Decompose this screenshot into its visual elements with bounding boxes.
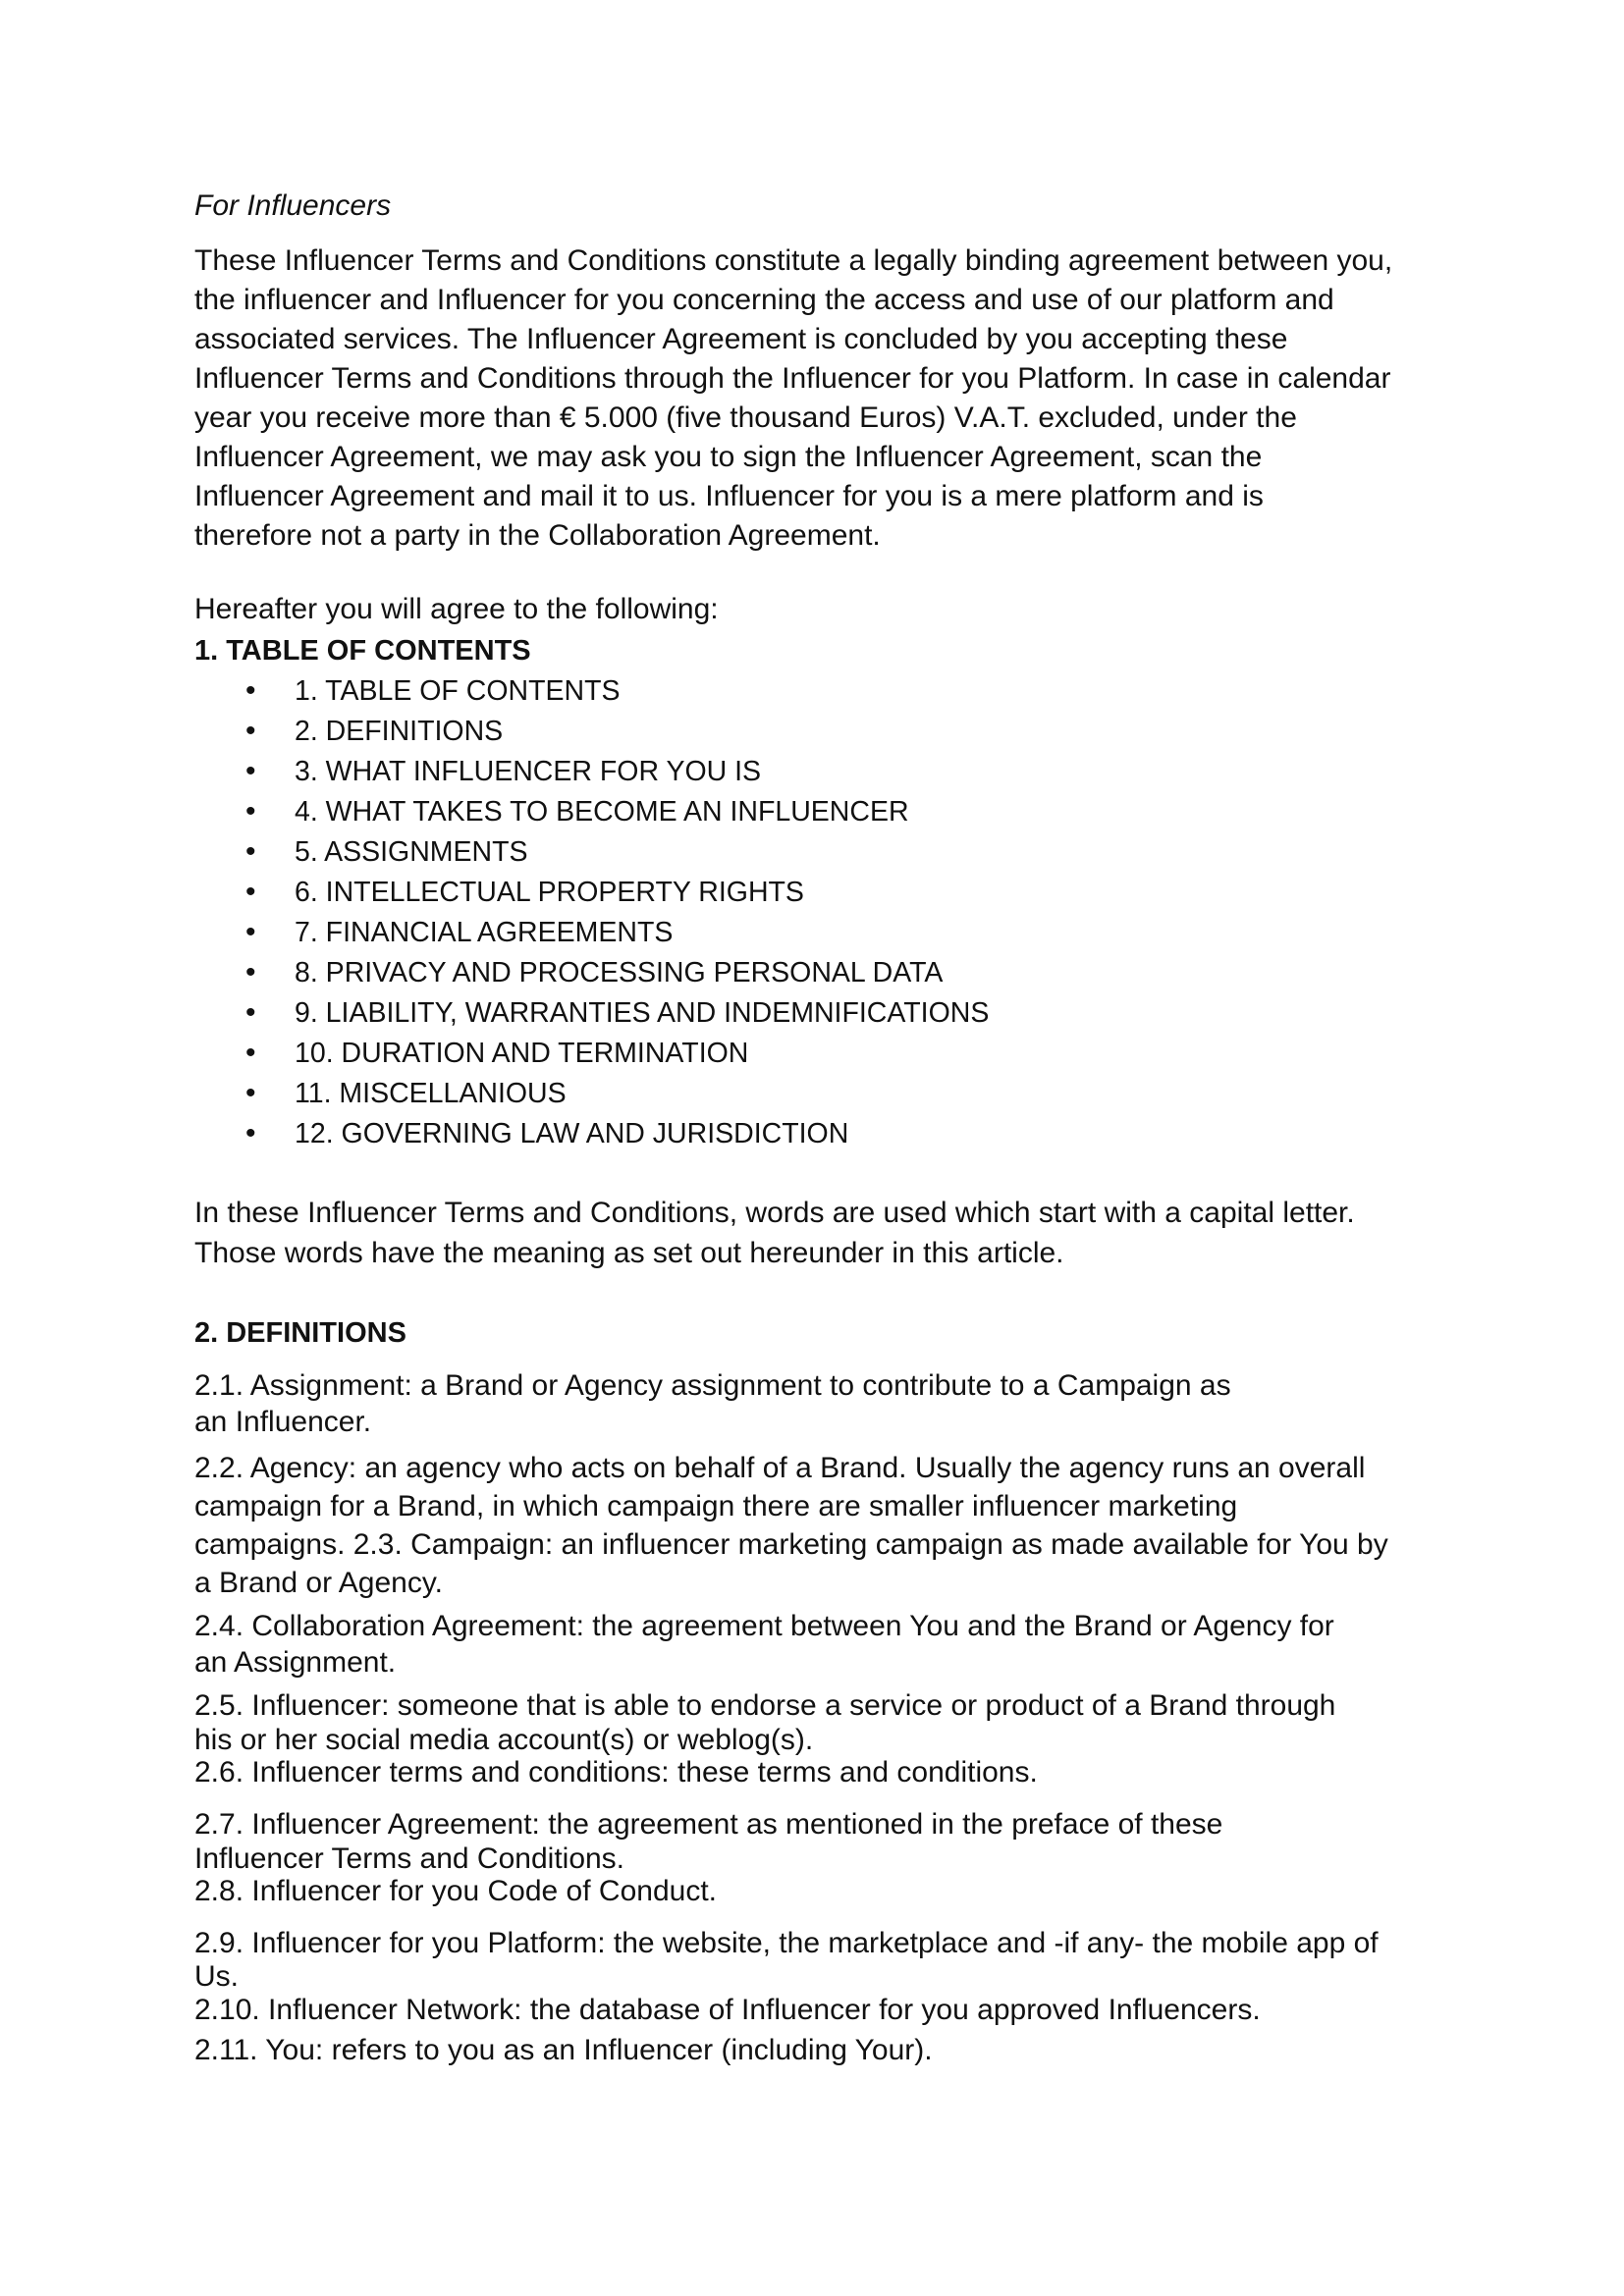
bullet-icon: • — [245, 1037, 256, 1069]
intro-line: Influencer Terms and Conditions through the Influencer for you Platform. In case in calendar — [194, 362, 1391, 395]
definition-line: 2.5. Influencer: someone that is able to endorse a service or product of a Brand through — [194, 1689, 1336, 1722]
toc-item: 10. DURATION AND TERMINATION — [295, 1038, 749, 1069]
definition-line: 2.8. Influencer for you Code of Conduct. — [194, 1875, 717, 1907]
intro-line: Influencer Agreement and mail it to us. Influencer for you is a mere platform and is — [194, 480, 1264, 512]
intro-line: year you receive more than € 5.000 (five thousand Euros) V.A.T. excluded, under the — [194, 401, 1297, 434]
toc-item: 5. ASSIGNMENTS — [295, 836, 528, 868]
toc-item: 3. WHAT INFLUENCER FOR YOU IS — [295, 756, 762, 787]
bullet-icon: • — [245, 876, 256, 908]
toc-item: 1. TABLE OF CONTENTS — [295, 675, 621, 707]
bullet-icon: • — [245, 996, 256, 1029]
toc-item: 7. FINANCIAL AGREEMENTS — [295, 917, 674, 948]
bullet-icon: • — [245, 1117, 256, 1149]
definition-line: 2.10. Influencer Network: the database of Influencer for you approved Influencers. — [194, 1994, 1261, 2026]
definition-line: a Brand or Agency. — [194, 1567, 443, 1599]
definition-line: 2.1. Assignment: a Brand or Agency assignment to contribute to a Campaign as — [194, 1369, 1231, 1402]
bullet-icon: • — [245, 1077, 256, 1109]
intro-line: the influencer and Influencer for you concerning the access and use of our platform and — [194, 284, 1334, 316]
intro-line: associated services. The Influencer Agreement is concluded by you accepting these — [194, 323, 1288, 355]
intro-line: therefore not a party in the Collaboration Agreement. — [194, 519, 881, 552]
bullet-icon: • — [245, 674, 256, 707]
capital-note-line: Those words have the meaning as set out hereunder in this article. — [194, 1237, 1064, 1269]
intro-line: These Influencer Terms and Conditions constitute a legally binding agreement between you, — [194, 244, 1393, 277]
bullet-icon: • — [245, 835, 256, 868]
intro-line: Influencer Agreement, we may ask you to sign the Influencer Agreement, scan the — [194, 441, 1263, 473]
bullet-icon: • — [245, 755, 256, 787]
definition-line: 2.2. Agency: an agency who acts on behalf of a Brand. Usually the agency runs an overall — [194, 1452, 1366, 1484]
definition-line: 2.9. Influencer for you Platform: the website, the marketplace and -if any- the mobile app of — [194, 1927, 1379, 1959]
bullet-icon: • — [245, 715, 256, 747]
definitions-heading: 2. DEFINITIONS — [194, 1317, 406, 1349]
bullet-icon: • — [245, 956, 256, 988]
toc-item: 12. GOVERNING LAW AND JURISDICTION — [295, 1118, 849, 1149]
toc-item: 11. MISCELLANIOUS — [295, 1078, 567, 1109]
definition-line: an Assignment. — [194, 1646, 397, 1679]
capital-note-line: In these Influencer Terms and Conditions, words are used which start with a capital letter. — [194, 1197, 1355, 1229]
definition-line: Influencer Terms and Conditions. — [194, 1842, 625, 1875]
toc-item: 6. INTELLECTUAL PROPERTY RIGHTS — [295, 877, 804, 908]
definition-line: 2.7. Influencer Agreement: the agreement as mentioned in the preface of these — [194, 1808, 1223, 1841]
definition-line: 2.6. Influencer terms and conditions: these terms and conditions. — [194, 1756, 1038, 1789]
definition-line: 2.11. You: refers to you as an Influencer (including Your). — [194, 2034, 933, 2066]
definition-line: campaigns. 2.3. Campaign: an influencer marketing campaign as made available for You by — [194, 1528, 1388, 1561]
bullet-icon: • — [245, 795, 256, 828]
toc-item: 8. PRIVACY AND PROCESSING PERSONAL DATA — [295, 957, 944, 988]
toc-item: 2. DEFINITIONS — [295, 716, 504, 747]
bullet-icon: • — [245, 916, 256, 948]
definition-line: his or her social media account(s) or weblog(s). — [194, 1724, 814, 1756]
agree-line: Hereafter you will agree to the following: — [194, 593, 719, 625]
definition-line: Us. — [194, 1960, 239, 1993]
toc-item: 9. LIABILITY, WARRANTIES AND INDEMNIFICATIONS — [295, 997, 990, 1029]
toc-item: 4. WHAT TAKES TO BECOME AN INFLUENCER — [295, 796, 909, 828]
toc-heading: 1. TABLE OF CONTENTS — [194, 635, 531, 667]
document-subtitle: For Influencers — [194, 189, 392, 222]
definition-line: 2.4. Collaboration Agreement: the agreement between You and the Brand or Agency for — [194, 1610, 1334, 1642]
definition-line: an Influencer. — [194, 1406, 372, 1438]
definition-line: campaign for a Brand, in which campaign there are smaller influencer marketing — [194, 1490, 1238, 1522]
